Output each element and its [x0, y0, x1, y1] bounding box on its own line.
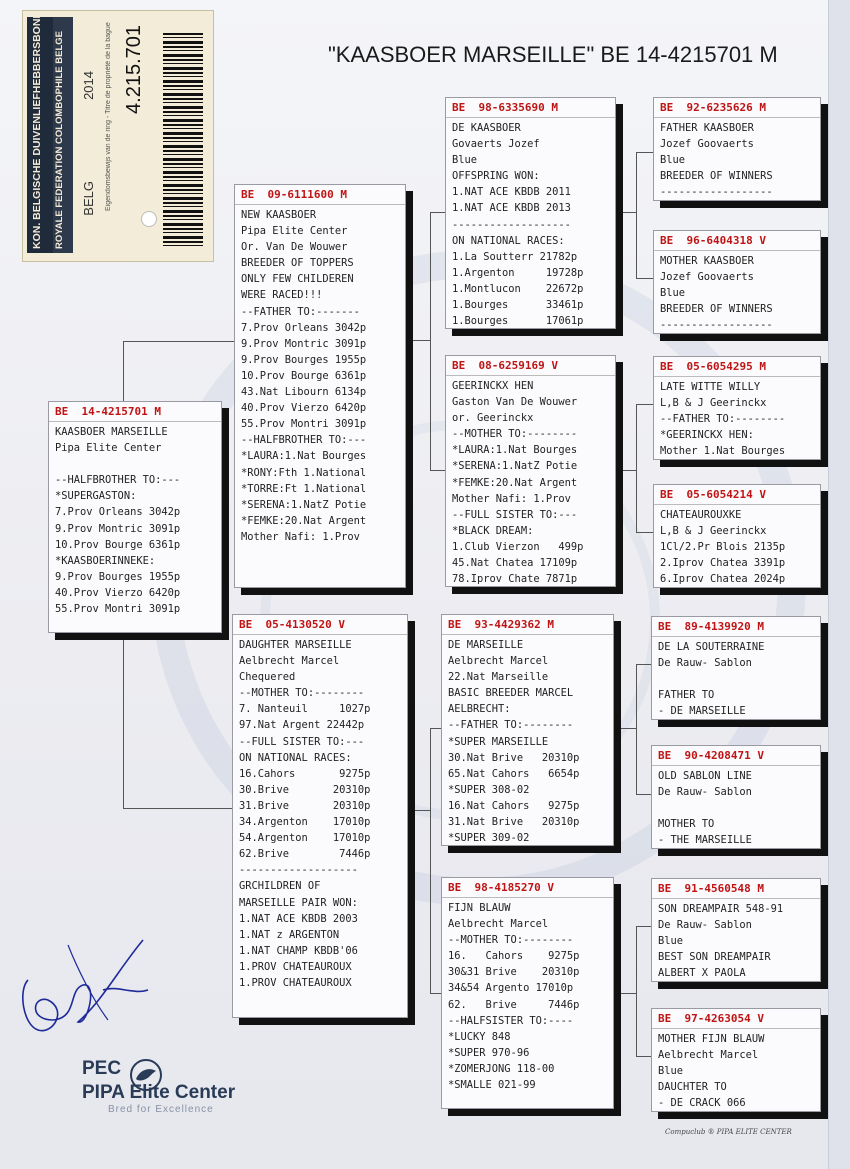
connector-line [430, 212, 445, 213]
pedigree-line: 34.Argenton 17010p [239, 816, 371, 829]
pedigree-line: 1.Argenton 19728p [452, 266, 584, 279]
connector-line [408, 810, 430, 811]
pedigree-line: ------------------- [452, 218, 571, 231]
ring-number: BE 98-6335690 M [446, 101, 615, 118]
pedigree-line: 1.PROV CHATEAUROUX [239, 976, 352, 989]
ring-sticker [22, 10, 214, 262]
pedigree-line: Blue [660, 154, 686, 167]
pedigree-line: De Rauw- Sablon [658, 786, 752, 799]
pedigree-line: FATHER KAASBOER [660, 122, 754, 134]
pedigree-line: 22.Nat Marseille [448, 671, 549, 684]
pedigree-line: Jozef Goovaerts [660, 138, 754, 151]
pedigree-line: 7. Nanteuil 1027p [239, 703, 371, 716]
pedigree-line: *SERENA:1.NatZ Potie [452, 460, 578, 473]
pedigree-line: BEST SON DREAMPAIR [658, 951, 771, 964]
pedigree-line: - DE MARSEILLE [658, 705, 746, 718]
pedigree-line: OFFSPRING WON: [452, 170, 540, 183]
pedigree-line: Or. Van De Wouwer [241, 241, 348, 254]
pedigree-line: 1Cl/2.Pr Blois 2135p [660, 541, 786, 554]
connector-line [636, 404, 637, 532]
pedigree-line: *SERENA:1.NatZ Potie [241, 498, 367, 511]
pedigree-line: 7.Prov Orleans 3042p [241, 321, 367, 334]
pedigree-line: BREEDER OF WINNERS [660, 303, 773, 316]
pedigree-line: 31.Brive 20310p [239, 799, 371, 812]
pedigree-line: Mother Nafi: 1.Prov [241, 530, 360, 543]
pedigree-line: ALBERT X PAOLA [658, 967, 746, 980]
pedigree-line: 1.Club Vierzon 499p [452, 540, 584, 553]
pedigree-line: KAASBOER MARSEILLE [55, 426, 168, 438]
pedigree-line: DAUCHTER TO [658, 1081, 727, 1094]
pedigree-line: *ZOMERJONG 118-00 [448, 1062, 555, 1075]
pedigree-line: Aelbrecht Marcel [448, 655, 549, 668]
pedigree-line: 1.NAT ACE KBDB 2003 [239, 912, 358, 925]
pedigree-line: 55.Prov Montri 3091p [55, 603, 181, 616]
pedigree-line: 9.Prov Bourges 1955p [241, 353, 367, 366]
pedigree-line: Pipa Elite Center [55, 442, 162, 455]
pedigree-box-dam-sire-sire [651, 616, 821, 720]
pedigree-line: 7.Prov Orleans 3042p [55, 506, 181, 519]
pedigree-box-dam-dam-dam [651, 1008, 821, 1112]
connector-line [636, 532, 653, 533]
pedigree-box-dam [232, 614, 408, 1018]
pedigree-line: *SUPER 309-02 [448, 832, 530, 845]
pedigree-line: *GEERINCKX HEN: [660, 429, 754, 442]
ring-number: BE 96-6404318 V [654, 234, 820, 251]
connector-line [636, 926, 651, 927]
sticker-federation-nl: KON. BELGISCHE DUIVENLIEFHEBBERSBOND [31, 10, 43, 249]
pedigree-line: De Rauw- Sablon [658, 657, 752, 670]
pedigree-line: MOTHER FIJN BLAUW [658, 1033, 765, 1045]
pedigree-box-dam-sire-dam [651, 745, 821, 849]
pedigree-line: 1.NAT ACE KBDB 2011 [452, 186, 571, 199]
pedigree-line: 43.Nat Libourn 6134p [241, 386, 367, 399]
pedigree-line: 16.Cahors 9275p [239, 767, 371, 780]
pedigree-line: *KAASBOERINNEKE: [55, 554, 156, 567]
pedigree-line: L,B & J Geerinckx [660, 397, 767, 410]
sticker-year: 2014 [81, 71, 96, 100]
connector-line [636, 664, 651, 665]
sticker-hole [141, 211, 157, 227]
pedigree-line: - THE MARSEILLE [658, 834, 752, 847]
pedigree-box-sire-dam-dam [653, 484, 821, 588]
pedigree-box-sire-sire-sire [653, 97, 821, 201]
pedigree-line: 9.Prov Montric 3091p [241, 337, 367, 350]
pedigree-line: --HALFSISTER TO:---- [448, 1014, 574, 1027]
pedigree-line: 1.PROV CHATEAUROUX [239, 960, 352, 973]
pedigree-line: *SUPERGASTON: [55, 490, 137, 503]
pedigree-line: DE KAASBOER [452, 122, 521, 134]
pedigree-line: BASIC BREEDER MARCEL [448, 687, 574, 700]
pedigree-line: Chequered [239, 671, 296, 684]
ring-number: BE 93-4429362 M [442, 618, 613, 635]
pedigree-line: *LAURA:1.Nat Bourges [241, 450, 367, 463]
pedigree-line: BREEDER OF WINNERS [660, 170, 773, 183]
pedigree-line [658, 671, 814, 687]
pedigree-line: - DE CRACK 066 [658, 1097, 746, 1110]
pedigree-line: L,B & J Geerinckx [660, 525, 767, 538]
pedigree-line: Aelbrecht Marcel [658, 1049, 759, 1062]
pedigree-line: 1.NAT CHAMP KBDB'06 [239, 944, 358, 957]
pedigree-box-sire [234, 184, 406, 588]
pedigree-line: 78.Iprov Chate 7871p [452, 573, 578, 586]
pedigree-line: 6.Iprov Chatea 2024p [660, 573, 786, 586]
pedigree-line: MOTHER TO [658, 818, 715, 831]
pedigree-line: AELBRECHT: [448, 703, 511, 716]
pedigree-line: BREEDER OF TOPPERS [241, 257, 354, 270]
pedigree-line: --MOTHER TO:-------- [448, 934, 574, 947]
pedigree-line: 45.Nat Chatea 17109p [452, 557, 578, 570]
footer-credit: Compuclub ® PIPA ELITE CENTER [665, 1128, 792, 1136]
pedigree-line: 1.Bourges 17061p [452, 315, 584, 328]
connector-line [430, 212, 431, 470]
pedigree-line: 10.Prov Bourge 6361p [241, 369, 367, 382]
pedigree-line: 1.NAT z ARGENTON [239, 928, 340, 941]
pedigree-box-sire-dam [445, 355, 616, 587]
pedigree-line: *SUPER 970-96 [448, 1046, 530, 1059]
pedigree-box-dam-sire [441, 614, 614, 846]
pedigree-line: --MOTHER TO:-------- [452, 428, 578, 441]
pedigree-line: LATE WITTE WILLY [660, 381, 761, 393]
logo-pec: PEC [82, 1058, 122, 1079]
pedigree-line: Gaston Van De Wouwer [452, 396, 578, 409]
pedigree-line: or. Geerinckx [452, 412, 534, 425]
pedigree-line: --FULL SISTER TO:--- [452, 508, 578, 521]
pedigree-line: MOTHER KAASBOER [660, 255, 754, 267]
connector-line [636, 278, 653, 279]
pedigree-line: --HALFBROTHER TO:--- [241, 434, 367, 447]
connector-line [614, 728, 636, 729]
ring-number: BE 05-6054295 M [654, 360, 820, 377]
sticker-country: BELG [81, 181, 96, 216]
pedigree-line: ------------------- [239, 864, 358, 877]
ring-number: BE 08-6259169 V [446, 359, 615, 376]
sticker-ownership-note: Eigendomsbewijs van de ring - Titre de propriété de la bague [105, 22, 112, 211]
pedigree-line: OLD SABLON LINE [658, 770, 752, 782]
pedigree-line: FATHER TO [658, 689, 715, 702]
pedigree-line [55, 456, 215, 472]
pedigree-line: NEW KAASBOER [241, 209, 317, 221]
sheet-edge [828, 0, 850, 1169]
pedigree-line: *BLACK DREAM: [452, 524, 534, 537]
connector-line [616, 470, 636, 471]
pedigree-line: 31.Nat Brive 20310p [448, 816, 580, 829]
pedigree-line: *SMALLE 021-99 [448, 1079, 536, 1092]
connector-line [636, 1056, 651, 1057]
pedigree-line: ------------------ [660, 186, 773, 199]
pedigree-line: *LAURA:1.Nat Bourges [452, 444, 578, 457]
ring-number: BE 05-6054214 V [654, 488, 820, 505]
pedigree-line: 65.Nat Cahors 6654p [448, 767, 580, 780]
pedigree-box-sire-dam-sire [653, 356, 821, 460]
pedigree-line: --HALFBROTHER TO:--- [55, 474, 181, 487]
pedigree-line: Aelbrecht Marcel [448, 918, 549, 931]
pedigree-line: --FATHER TO:-------- [660, 413, 786, 426]
pedigree-line: 9.Prov Montric 3091p [55, 522, 181, 535]
pedigree-line: 62. Brive 7446p [448, 998, 580, 1011]
pedigree-line: 1.La Soutterr 21782p [452, 250, 578, 263]
connector-line [430, 728, 431, 993]
pec-logo [82, 1058, 235, 1115]
pedigree-line: *TORRE:Ft 1.National [241, 482, 367, 495]
pedigree-line: Blue [452, 154, 478, 167]
pedigree-line: 40.Prov Vierzo 6420p [55, 586, 181, 599]
pedigree-line: *SUPER 308-02 [448, 783, 530, 796]
pedigree-line: ------------------ [660, 319, 773, 332]
ring-number: BE 92-6235626 M [654, 101, 820, 118]
pedigree-line: ON NATIONAL RACES: [239, 751, 352, 764]
connector-line [636, 152, 637, 278]
pedigree-line: Mother 1.Nat Bourges [660, 445, 786, 458]
pedigree-line: 10.Prov Bourge 6361p [55, 538, 181, 551]
signature-icon [8, 930, 158, 1040]
pedigree-line: 30&31 Brive 20310p [448, 966, 580, 979]
pedigree-line: 1.Montlucon 22672p [452, 282, 584, 295]
pedigree-line: DE MARSEILLE [448, 639, 524, 651]
pedigree-line: Govaerts Jozef [452, 138, 540, 151]
pedigree-line: ONLY FEW CHILDEREN [241, 273, 354, 286]
pedigree-line: De Rauw- Sablon [658, 919, 752, 932]
barcode-icon [163, 33, 203, 248]
pedigree-line: 40.Prov Vierzo 6420p [241, 402, 367, 415]
connector-line [406, 340, 430, 341]
logo-tagline: Bred for Excellence [108, 1104, 214, 1115]
pedigree-line: --FATHER TO:-------- [448, 719, 574, 732]
pedigree-line: MARSEILLE PAIR WON: [239, 896, 358, 909]
pedigree-line: Blue [658, 935, 684, 948]
pedigree-line: CHATEAUROUXKE [660, 509, 742, 521]
connector-line [636, 152, 653, 153]
pedigree-line: *SUPER MARSEILLE [448, 735, 549, 748]
connector-line [430, 728, 441, 729]
pedigree-line: 16. Cahors 9275p [448, 950, 580, 963]
pedigree-line: Jozef Goovaerts [660, 271, 754, 284]
pedigree-line: ON NATIONAL RACES: [452, 234, 565, 247]
pedigree-line: 34&54 Argento 17010p [448, 982, 574, 995]
pedigree-line: FIJN BLAUW [448, 902, 511, 914]
pedigree-line: DAUGHTER MARSEILLE [239, 639, 352, 651]
logo-name: PIPA Elite Center [82, 1082, 236, 1103]
pedigree-box-sire-sire-dam [653, 230, 821, 334]
ring-number: BE 14-4215701 M [49, 405, 221, 422]
pedigree-line [658, 800, 814, 816]
pedigree-line: 62.Brive 7446p [239, 848, 371, 861]
pedigree-line: *FEMKE:20.Nat Argent [241, 514, 367, 527]
pedigree-line: GRCHILDREN OF [239, 880, 321, 893]
pedigree-line: Blue [660, 287, 686, 300]
pedigree-line: Pipa Elite Center [241, 225, 348, 238]
connector-line [430, 993, 441, 994]
pedigree-line: 54.Argenton 17010p [239, 832, 371, 845]
page-title: "KAASBOER MARSEILLE" BE 14-4215701 M [328, 42, 778, 67]
sticker-ring-number: 4.215.701 [123, 25, 145, 114]
pedigree-line: --MOTHER TO:-------- [239, 687, 365, 700]
pedigree-line: *RONY:Fth 1.National [241, 466, 367, 479]
pedigree-line: WERE RACED!!! [241, 289, 323, 302]
connector-line [614, 993, 636, 994]
ring-number: BE 98-4185270 V [442, 881, 613, 898]
pedigree-line: *FEMKE:20.Nat Argent [452, 476, 578, 489]
sticker-federation-fr: ROYALE FEDERATION COLOMBOPHILE BELGE [54, 31, 65, 249]
pedigree-line: 55.Prov Montri 3091p [241, 418, 367, 431]
pedigree-line: GEERINCKX HEN [452, 380, 534, 392]
pedigree-line: 16.Nat Cahors 9275p [448, 799, 580, 812]
ring-number: BE 05-4130520 V [233, 618, 407, 635]
pedigree-line: Blue [658, 1065, 684, 1078]
connector-line [616, 212, 636, 213]
pedigree-box-subject [48, 401, 222, 633]
ring-number: BE 91-4560548 M [652, 882, 820, 899]
connector-line [123, 808, 234, 809]
connector-line [430, 470, 445, 471]
pedigree-line: 1.NAT ACE KBDB 2013 [452, 202, 571, 215]
ring-number: BE 09-6111600 M [235, 188, 405, 205]
connector-line [636, 926, 637, 1056]
pedigree-line: 2.Iprov Chatea 3391p [660, 557, 786, 570]
pedigree-box-dam-dam [441, 877, 614, 1109]
pedigree-line: 30.Nat Brive 20310p [448, 751, 580, 764]
connector-line [123, 341, 234, 342]
pedigree-line: 30.Brive 20310p [239, 783, 371, 796]
ring-number: BE 90-4208471 V [652, 749, 820, 766]
pedigree-box-dam-dam-sire [651, 878, 821, 982]
pedigree-line: --FULL SISTER TO:--- [239, 735, 365, 748]
pedigree-box-sire-sire [445, 97, 616, 329]
pedigree-line: 97.Nat Argent 22442p [239, 719, 365, 732]
pedigree-line: 1.Bourges 33461p [452, 299, 584, 312]
pedigree-line: Aelbrecht Marcel [239, 655, 340, 668]
pedigree-line: DE LA SOUTERRAINE [658, 641, 765, 653]
pedigree-line: Mother Nafi: 1.Prov [452, 492, 571, 505]
ring-number: BE 89-4139920 M [652, 620, 820, 637]
pedigree-line: 9.Prov Bourges 1955p [55, 570, 181, 583]
connector-line [636, 664, 637, 794]
ring-number: BE 97-4263054 V [652, 1012, 820, 1029]
connector-line [636, 404, 653, 405]
pedigree-line: SON DREAMPAIR 548-91 [658, 903, 784, 915]
pedigree-line: --FATHER TO:------- [241, 305, 360, 318]
pedigree-line: *LUCKY 848 [448, 1030, 511, 1043]
connector-line [636, 794, 651, 795]
